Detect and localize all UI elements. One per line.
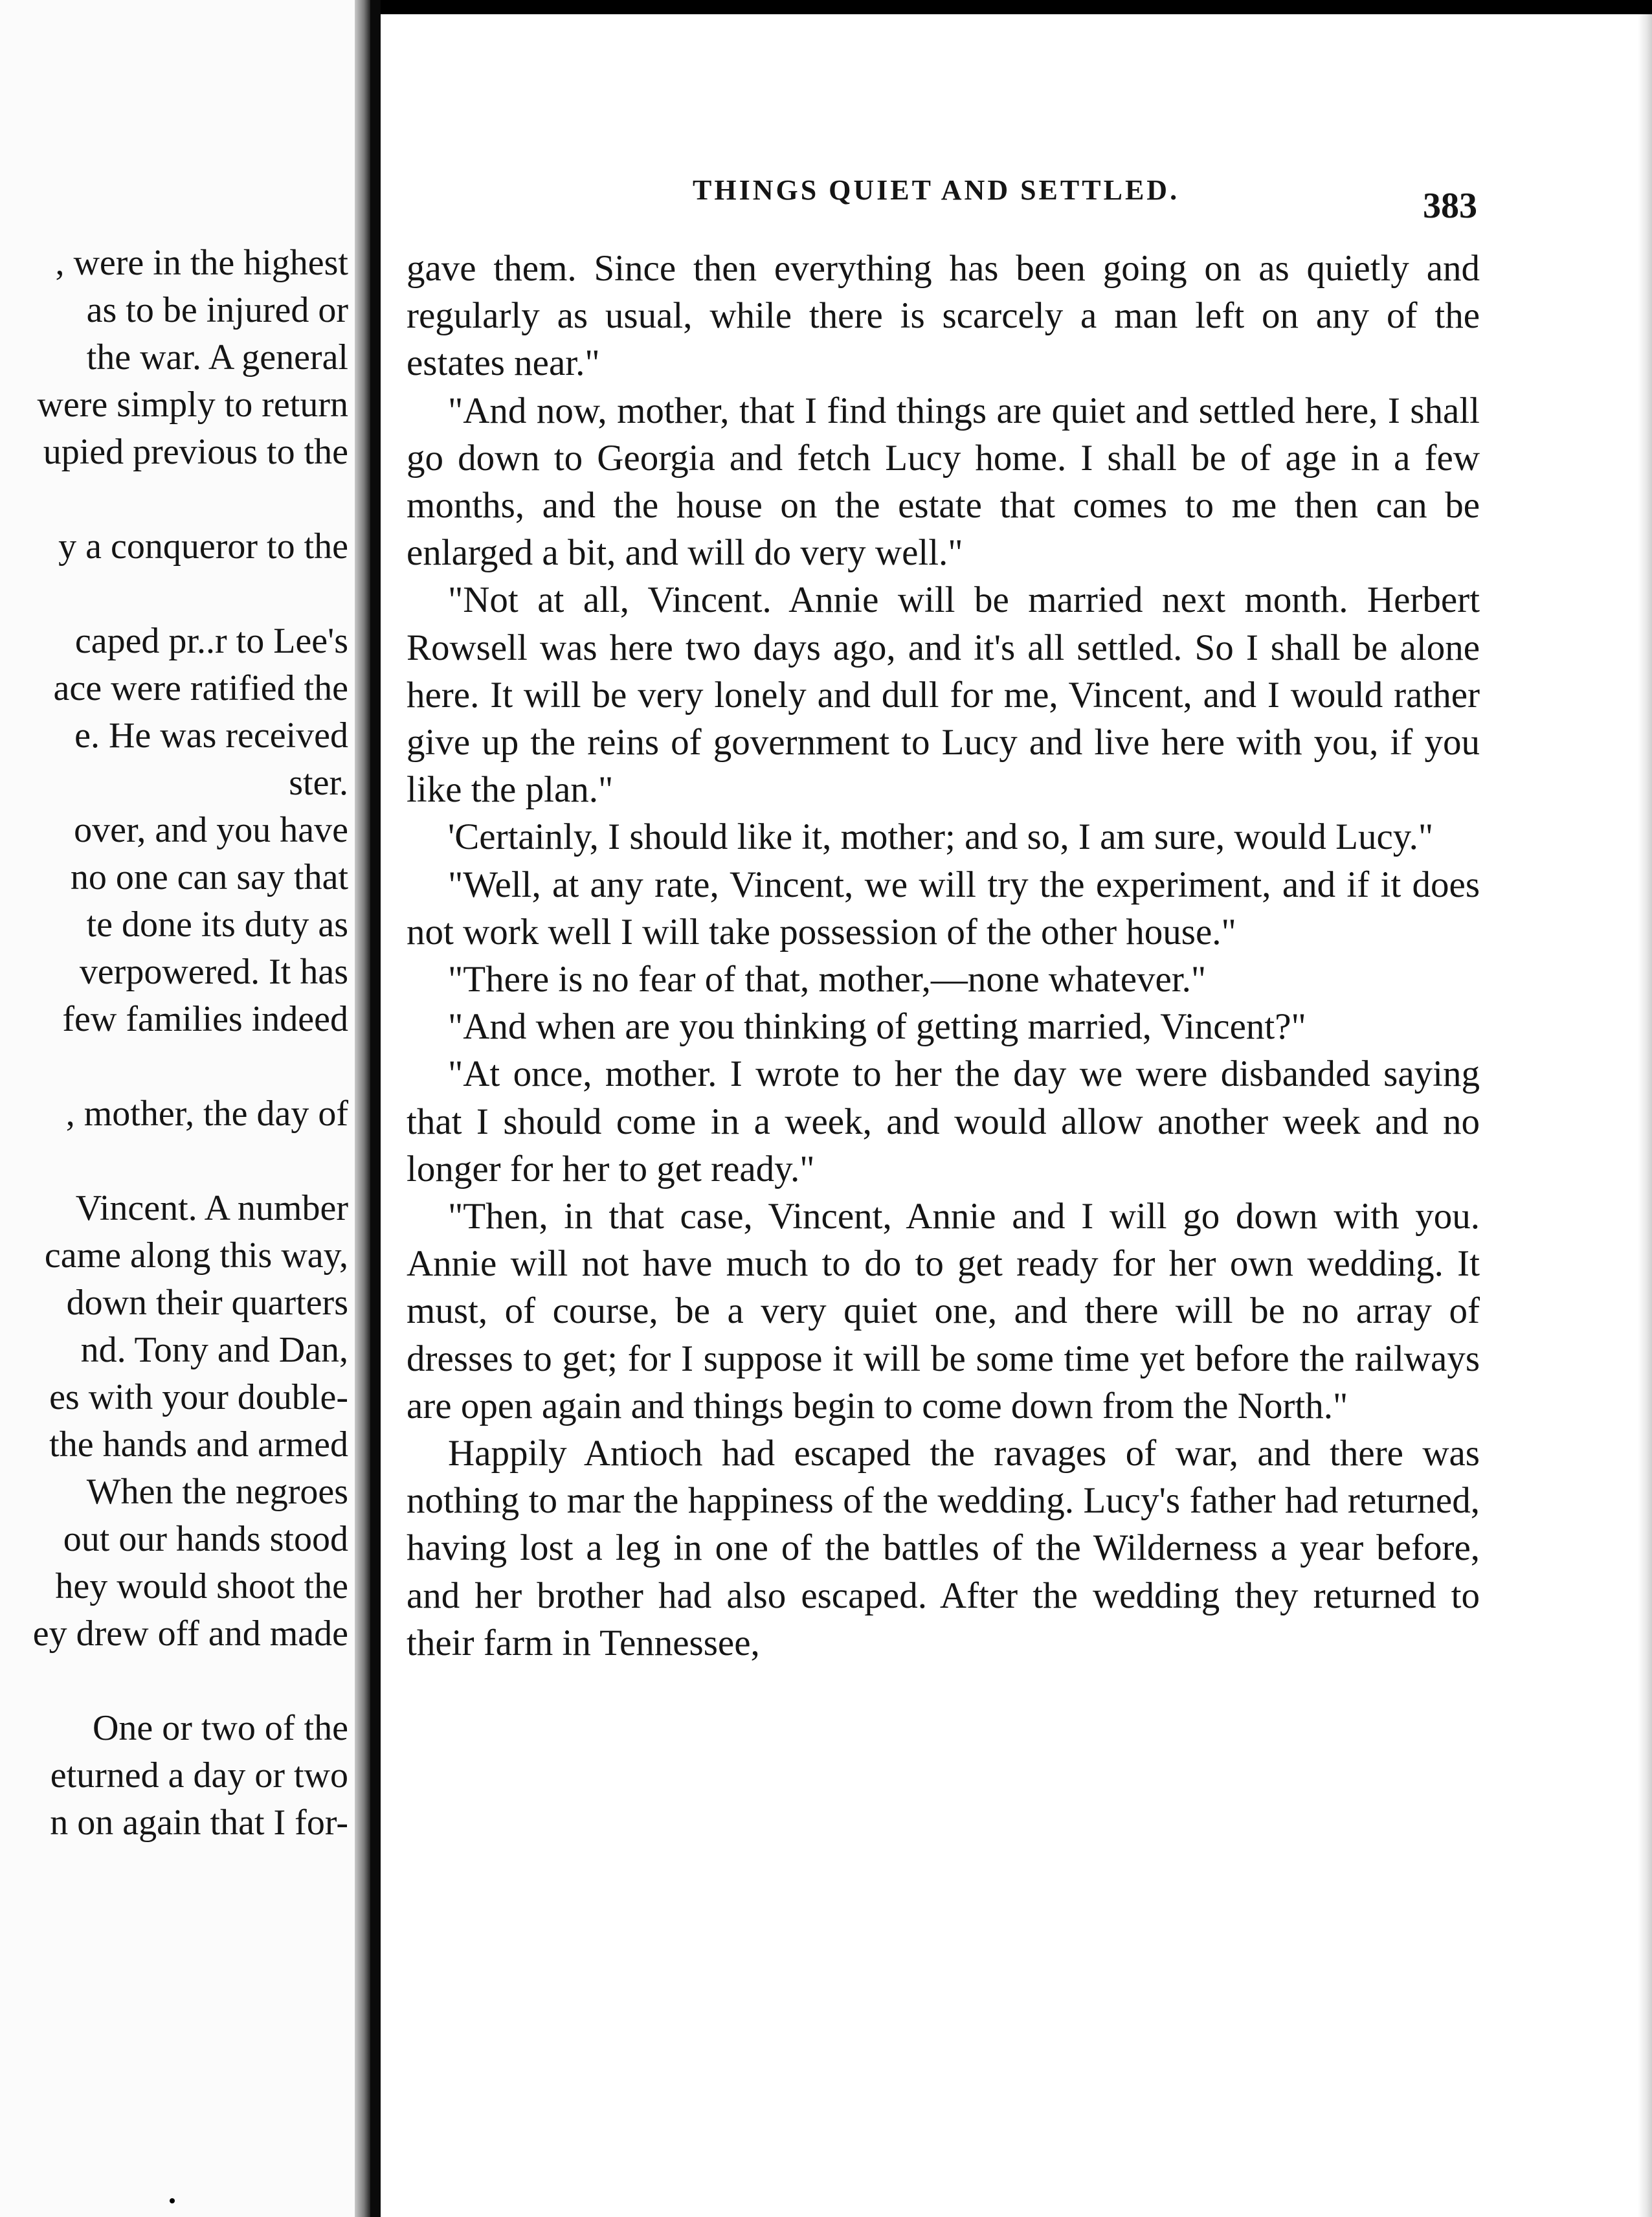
- left-line: hey would shoot the: [55, 1566, 348, 1606]
- left-line: te done its duty as: [86, 905, 348, 945]
- left-line: came along this way,: [44, 1235, 348, 1276]
- left-line: few families indeed: [62, 999, 348, 1039]
- left-page: [0, 0, 363, 2217]
- left-line: [0, 1043, 348, 1090]
- left-line: y a conqueror to the: [58, 526, 348, 567]
- paragraph: "Well, at any rate, Vincent, we will try the experiment, and if it does not work well I will take possession of the other house.": [407, 864, 1480, 952]
- page-body: [407, 245, 1480, 1667]
- paragraph: gave them. Since then everything has been going on as quietly and regularly as usual, while there is scarcely a man left on any of the estates near.": [407, 248, 1480, 384]
- paragraph: Happily Antioch had escaped the ravages of war, and there was nothing to mar the happiness of the wedding. Lucy's father had returned, having lost a leg in one of the battles of the Wilderness a year before, and her brother had also escaped. After the wedding they returned to their farm in Tennessee,: [407, 1433, 1480, 1663]
- page-number: 383: [1423, 186, 1477, 226]
- paragraph: "At once, mother. I wrote to her the day we were disbanded saying that I should come in a week, and would allow another week and no longer for her to get ready.": [407, 1053, 1480, 1189]
- left-line: ey drew off and made: [32, 1614, 348, 1654]
- left-line: the hands and armed: [49, 1424, 348, 1465]
- left-line: [0, 570, 348, 618]
- left-line: upied previous to the: [43, 432, 348, 472]
- paragraph: "And when are you thinking of getting married, Vincent?": [448, 1006, 1306, 1048]
- left-line: , mother, the day of: [65, 1094, 348, 1134]
- left-line: ster.: [289, 763, 348, 803]
- paragraph: "Then, in that case, Vincent, Annie and I will go down with you. Annie will not have much to do to get ready for her own wedding. It must, of course, be a very quiet one, and there will be no array of dresses to get; for I suppose it will be some time yet before the railways are open again and things begin to come down from the North.": [407, 1196, 1480, 1426]
- left-line: eturned a day or two: [50, 1755, 348, 1795]
- left-line: [0, 1138, 348, 1185]
- left-line: verpowered. It has: [79, 952, 348, 992]
- left-line: [0, 476, 348, 523]
- left-line: out our hands stood: [63, 1519, 348, 1559]
- paragraph: "Not at all, Vincent. Annie will be married next month. Herbert Rowsell was here two days ago, and it's all settled. So I shall be alone here. It will be very lonely and dull for me, Vincent, and I would rather give up the reins of government to Lucy and live here with you, if you like the plan.": [407, 580, 1480, 811]
- paragraph: 'Certainly, I should like it, mother; and so, I am sure, would Lucy.": [448, 816, 1434, 858]
- left-line: , were in the highest: [55, 243, 348, 283]
- left-line: e. He was received: [74, 715, 348, 756]
- paragraph: "And now, mother, that I find things are quiet and settled here, I shall go down to Georgia and fetch Lucy home. I shall be of age in a few months, and the house on the estate that comes to me then can be enlarged a bit, and will do very well.": [407, 390, 1480, 574]
- page-edge-shadow: [1638, 14, 1652, 2217]
- left-line: down their quarters: [66, 1283, 348, 1323]
- left-line: the war. A general: [86, 337, 348, 377]
- left-line: caped pr..r to Lee's: [74, 621, 348, 661]
- left-line: [0, 1658, 348, 1705]
- scan-speck: [170, 2198, 175, 2203]
- paragraph: "There is no fear of that, mother,—none whatever.": [448, 959, 1207, 1000]
- running-head: THINGS QUIET AND SETTLED.: [693, 174, 1180, 206]
- left-line: One or two of the: [92, 1708, 348, 1748]
- left-line: es with your double-: [49, 1377, 348, 1417]
- left-page-text: [0, 240, 348, 1847]
- left-line: When the negroes: [86, 1472, 348, 1512]
- left-line: were simply to return: [37, 385, 348, 425]
- left-line: n on again that I for-: [50, 1803, 348, 1843]
- left-line: over, and you have: [74, 810, 348, 850]
- left-line: ace were ratified the: [53, 668, 348, 708]
- left-line: nd. Tony and Dan,: [80, 1330, 348, 1370]
- book-spine: [370, 0, 381, 2217]
- left-line: as to be injured or: [86, 290, 348, 330]
- left-line: Vincent. A number: [75, 1188, 348, 1228]
- left-line: no one can say that: [70, 857, 348, 897]
